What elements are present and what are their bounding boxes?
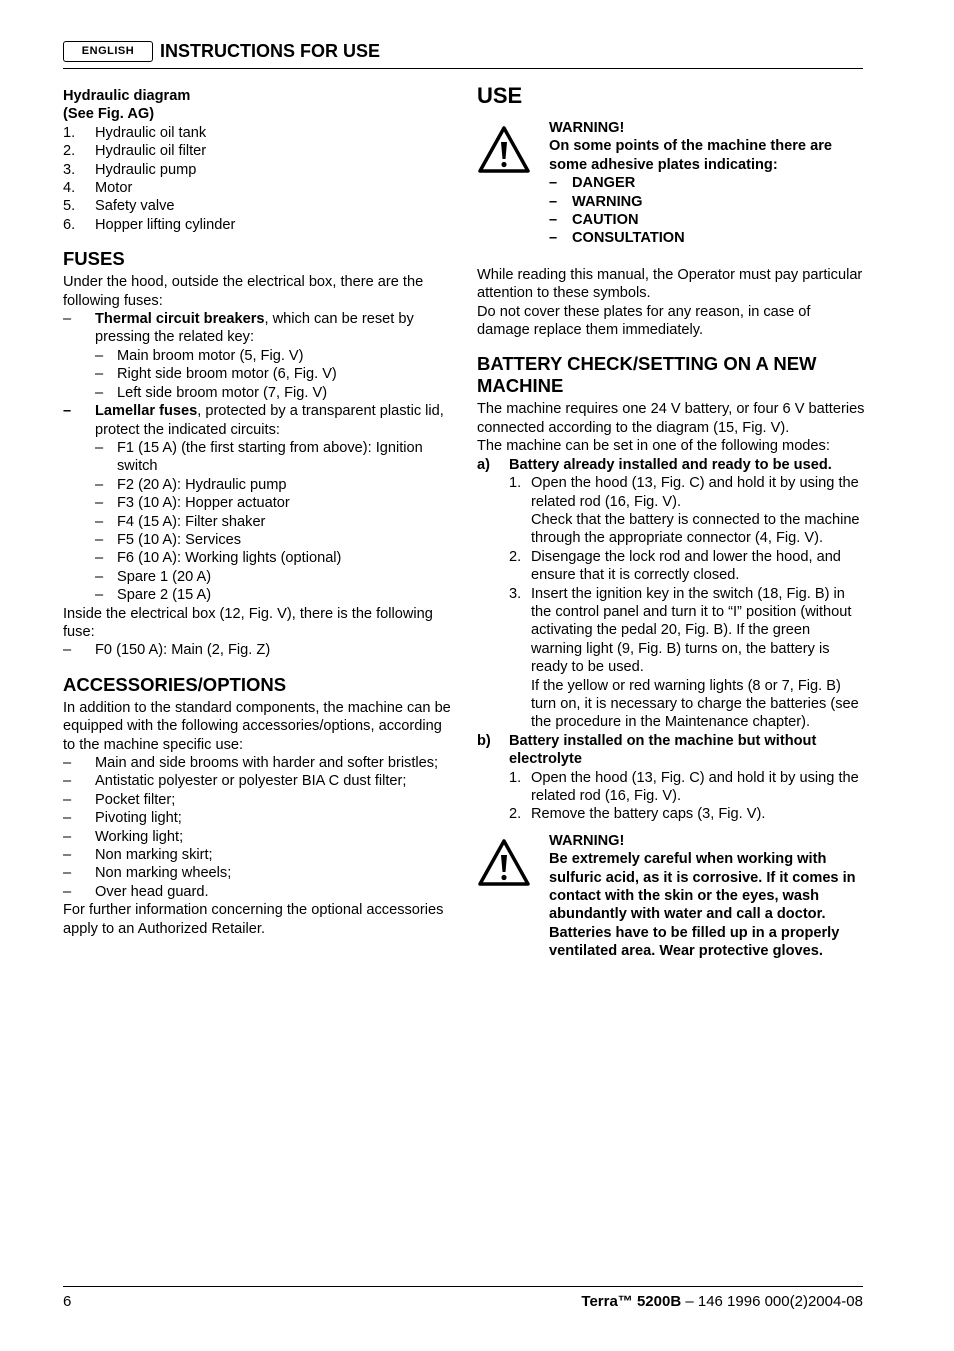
step-item xyxy=(509,548,865,585)
item-number: 2. xyxy=(63,143,76,160)
hydraulic-list xyxy=(63,124,455,234)
sub-list-item xyxy=(95,494,455,512)
dash-bullet: – xyxy=(63,883,72,900)
list-item xyxy=(63,179,455,197)
mode-title: Battery installed on the machine but without electrolyte xyxy=(509,732,817,768)
hydraulic-title: Hydraulic diagram xyxy=(63,88,191,104)
dash-bullet: – xyxy=(63,828,72,845)
item-text: Safety valve xyxy=(95,198,175,215)
step-text-part: Check that the battery is connected to the machine through the appropriate connector (4, Fig. V). xyxy=(531,511,860,547)
dash-bullet: – xyxy=(63,642,72,659)
warning-text xyxy=(549,832,865,961)
list-item xyxy=(63,883,455,901)
item-text: DANGER xyxy=(572,175,636,192)
step-number: 1. xyxy=(509,475,522,492)
mode-label: b) xyxy=(477,732,491,749)
dash-bullet: – xyxy=(549,175,558,192)
product-name: Terra™ 5200B xyxy=(581,1293,682,1310)
sub-list-item xyxy=(95,439,455,476)
item-text: Working light; xyxy=(95,828,184,845)
step-item xyxy=(509,474,865,548)
item-number: 1. xyxy=(63,124,76,141)
sub-list-item xyxy=(95,586,455,604)
item-text: Pivoting light; xyxy=(95,810,182,827)
sub-item-text: F5 (10 A): Services xyxy=(117,531,242,548)
list-item xyxy=(549,174,865,192)
warning-heading: WARNING! xyxy=(549,832,625,849)
dash-bullet: – xyxy=(63,403,72,420)
dash-bullet: – xyxy=(63,847,72,864)
spacer xyxy=(477,824,865,832)
dash-bullet: – xyxy=(95,587,104,604)
dash-bullet: – xyxy=(63,311,72,328)
sub-list-item xyxy=(95,365,455,383)
list-item xyxy=(549,229,865,247)
item-text: WARNING xyxy=(572,193,643,210)
step-item xyxy=(509,585,865,732)
sub-list-item xyxy=(95,568,455,586)
document-code: – 146 1996 000(2)2004-08 xyxy=(681,1293,863,1310)
list-item xyxy=(63,161,455,179)
list-item xyxy=(63,809,455,827)
accessories-intro: In addition to the standard components, the machine can be equipped with the following accessories/options, according to the machine specific use: xyxy=(63,699,451,753)
item-text: CAUTION xyxy=(572,212,639,229)
list-item xyxy=(63,772,455,790)
step-item xyxy=(509,805,865,823)
list-item xyxy=(63,197,455,215)
sub-list-item xyxy=(95,513,455,531)
item-text: Hydraulic pump xyxy=(95,161,197,178)
dash-bullet: – xyxy=(95,347,104,364)
dash-bullet: – xyxy=(63,865,72,882)
lamellar-fuses-desc: , protected by a transparent plastic lid, protect the indicated circuits: xyxy=(95,403,444,438)
item-text: Antistatic polyester or polyester BIA C dust filter; xyxy=(95,773,407,790)
step-text: Remove the battery caps (3, Fig. V). xyxy=(531,806,766,823)
item-number: 5. xyxy=(63,198,76,215)
item-text: Hopper lifting cylinder xyxy=(95,216,236,233)
sub-list-item xyxy=(95,549,455,567)
item-number: 6. xyxy=(63,216,76,233)
document-reference xyxy=(581,1293,863,1310)
step-number: 3. xyxy=(509,585,522,602)
use-paragraph: While reading this manual, the Operator must pay particular attention to these symbols. xyxy=(477,266,863,302)
list-item xyxy=(549,193,865,211)
list-item xyxy=(63,142,455,160)
page-number: 6 xyxy=(63,1293,72,1310)
dash-bullet: – xyxy=(95,550,104,567)
dash-bullet: – xyxy=(63,755,72,771)
dash-bullet: – xyxy=(549,230,558,247)
item-text: Non marking skirt; xyxy=(95,847,213,864)
warning-triangle-icon xyxy=(477,832,549,961)
use-paragraph: Do not cover these plates for any reason, in case of damage replace them immediately. xyxy=(477,303,811,339)
step-text-part: Open the hood (13, Fig. C) and hold it by using the related rod (16, Fig. V). xyxy=(531,475,859,510)
sub-item-text: F3 (10 A): Hopper actuator xyxy=(117,495,290,512)
sub-list-item xyxy=(95,347,455,365)
list-item xyxy=(63,791,455,809)
warning-heading: WARNING! xyxy=(549,120,625,136)
mode-label: a) xyxy=(477,456,490,473)
battery-heading: BATTERY CHECK/SETTING ON A NEW MACHINE xyxy=(477,353,817,397)
item-text: Main and side brooms with harder and softer bristles; xyxy=(95,755,439,771)
hydraulic-subtitle: (See Fig. AG) xyxy=(63,106,155,123)
dash-bullet: – xyxy=(95,476,104,493)
list-item xyxy=(63,641,455,659)
list-item xyxy=(549,211,865,229)
item-text: F0 (150 A): Main (2, Fig. Z) xyxy=(95,642,271,659)
warning-body: Be extremely careful when working with sulfuric acid, as it is corrosive. If it comes in contact with the skin or the eyes, wash abundantly with water and call a doctor. Batteries have to be filled up in a properly ventilated area. Wear protective gloves. xyxy=(549,851,856,960)
item-text: Pocket filter; xyxy=(95,791,176,808)
use-heading: USE xyxy=(477,83,523,108)
sub-item-text: F4 (15 A): Filter shaker xyxy=(117,513,266,530)
sub-list-item xyxy=(95,384,455,402)
warning-triangle-icon xyxy=(477,119,549,248)
warning-text xyxy=(549,119,865,248)
page-footer xyxy=(63,1286,863,1310)
step-text xyxy=(531,474,865,548)
list-item xyxy=(63,216,455,234)
sub-item-text: Spare 2 (15 A) xyxy=(117,587,212,604)
sub-item-text: Left side broom motor (7, Fig. V) xyxy=(117,384,328,401)
accessories-outro: For further information concerning the optional accessories apply to an Authorized Retailer. xyxy=(63,902,444,937)
step-item xyxy=(509,769,865,806)
lamellar-fuses-text xyxy=(95,402,455,439)
item-number: 4. xyxy=(63,180,76,197)
list-item xyxy=(63,864,455,882)
warning-box xyxy=(477,832,865,961)
sub-item-text: F6 (10 A): Working lights (optional) xyxy=(117,550,342,567)
dash-bullet: – xyxy=(549,212,558,229)
item-text: Motor xyxy=(95,180,133,197)
mode-a-title xyxy=(477,456,865,474)
thermal-breakers-text xyxy=(95,310,455,347)
dash-bullet: – xyxy=(63,773,72,790)
lamellar-fuses-label: Lamellar fuses xyxy=(95,403,198,420)
step-text-part: Insert the ignition key in the switch (18, Fig. B) in the control panel and turn it to “I” position (without activating the pedal 20, Fig. B). If the green warning light (9, Fig. B) turns on, the battery is ready to be used. xyxy=(531,585,852,676)
item-text: Hydraulic oil tank xyxy=(95,124,207,141)
dash-bullet: – xyxy=(63,791,72,808)
warning-box xyxy=(477,119,865,248)
step-text: Open the hood (13, Fig. C) and hold it by using the related rod (16, Fig. V). xyxy=(531,769,859,804)
battery-intro: The machine requires one 24 V battery, or four 6 V batteries connected according to the diagram (15, Fig. V). xyxy=(477,401,865,436)
item-text: Hydraulic oil filter xyxy=(95,143,207,160)
dash-bullet: – xyxy=(95,531,104,548)
sub-item-text: F1 (15 A) (the first starting from above): Ignition switch xyxy=(117,439,423,475)
item-text: Over head guard. xyxy=(95,883,209,900)
step-text: Disengage the lock rod and lower the hood, and ensure that it is correctly closed. xyxy=(531,548,841,584)
step-text-part: If the yellow or red warning lights (8 or 7, Fig. B) turn on, it is necessary to charge the batteries (see the procedure in the Maintenance chapter). xyxy=(531,677,859,731)
thermal-breakers-desc: , which can be reset by pressing the related key: xyxy=(95,311,414,346)
list-item xyxy=(63,846,455,864)
step-number: 2. xyxy=(509,548,522,565)
thermal-breakers-label: Thermal circuit breakers xyxy=(95,311,265,328)
dash-bullet: – xyxy=(95,568,104,585)
dash-bullet: – xyxy=(95,384,104,401)
mode-title: Battery already installed and ready to be used. xyxy=(509,456,832,473)
header-title: INSTRUCTIONS FOR USE xyxy=(160,41,381,61)
step-text xyxy=(531,585,865,732)
sub-list-item xyxy=(95,476,455,494)
fuses-heading: FUSES xyxy=(63,248,125,270)
dash-bullet: – xyxy=(95,366,104,383)
step-number: 1. xyxy=(509,769,522,786)
thermal-breakers-item xyxy=(63,310,455,347)
sub-item-text: Main broom motor (5, Fig. V) xyxy=(117,347,304,364)
inside-box-text: Inside the electrical box (12, Fig. V), there is the following fuse: xyxy=(63,605,433,640)
sub-list-item xyxy=(95,531,455,549)
lamellar-fuses-item xyxy=(63,402,455,439)
dash-bullet: – xyxy=(63,810,72,827)
dash-bullet: – xyxy=(95,439,104,456)
language-badge: ENGLISH xyxy=(63,41,153,62)
battery-intro: The machine can be set in one of the following modes: xyxy=(477,438,830,455)
list-item xyxy=(63,828,455,846)
sub-item-text: F2 (20 A): Hydraulic pump xyxy=(117,476,287,493)
list-item xyxy=(63,754,455,772)
page-header xyxy=(63,40,863,69)
fuses-intro: Under the hood, outside the electrical box, there are the following fuses: xyxy=(63,274,424,309)
left-column xyxy=(63,87,455,938)
dash-bullet: – xyxy=(95,513,104,530)
mode-b-title xyxy=(477,732,865,769)
step-number: 2. xyxy=(509,806,522,823)
right-column xyxy=(477,84,865,979)
sub-item-text: Right side broom motor (6, Fig. V) xyxy=(117,366,337,383)
warning-body: On some points of the machine there are some adhesive plates indicating: xyxy=(549,138,833,173)
item-number: 3. xyxy=(63,161,76,178)
dash-bullet: – xyxy=(95,495,104,512)
dash-bullet: – xyxy=(549,193,558,210)
item-text: CONSULTATION xyxy=(572,230,685,247)
list-item xyxy=(63,124,455,142)
item-text: Non marking wheels; xyxy=(95,865,232,882)
sub-item-text: Spare 1 (20 A) xyxy=(117,568,212,585)
accessories-heading: ACCESSORIES/OPTIONS xyxy=(63,673,287,695)
